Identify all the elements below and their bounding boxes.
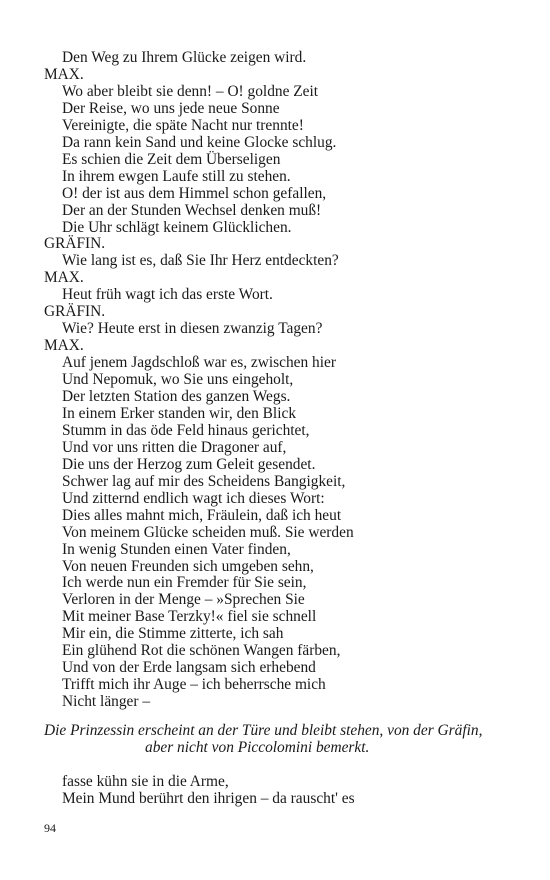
verse-line: Nicht länger – <box>62 693 151 711</box>
verse-line: Wo aber bleibt sie denn! – O! goldne Zeit <box>62 82 319 100</box>
verse-line: Und von der Erde langsam sich erhebend <box>62 659 316 677</box>
verse-line: Der Reise, wo uns jede neue Sonne <box>62 99 280 117</box>
verse-line: Verloren in der Menge – »Sprechen Sie <box>62 591 305 609</box>
verse-line: Mir ein, die Stimme zitterte, ich sah <box>62 625 284 643</box>
verse-line: O! der ist aus dem Himmel schon gefallen, <box>62 184 327 202</box>
speaker-name: MAX. <box>44 337 84 355</box>
verse-line: Wie? Heute erst in diesen zwanzig Tagen? <box>62 320 323 338</box>
verse-line: Trifft mich ihr Auge – ich beherrsche mich <box>62 676 326 694</box>
verse-line: Stumm in das öde Feld hinaus gerichtet, <box>62 421 310 439</box>
verse-line: Vereinigte, die späte Nacht nur trennte! <box>62 116 304 134</box>
verse-line: Von neuen Freunden sich umgeben sehn, <box>62 557 314 575</box>
verse-line: Wie lang ist es, daß Sie Ihr Herz entdeckten? <box>62 252 339 270</box>
verse-line: fasse kühn sie in die Arme, <box>62 773 229 790</box>
verse-line: In wenig Stunden einen Vater finden, <box>62 540 291 558</box>
verse-line: Heut früh wagt ich das erste Wort. <box>62 286 273 304</box>
verse-line: Und zitternd endlich wagt ich dieses Wort: <box>62 489 325 507</box>
verse-line: Und vor uns ritten die Dragoner auf, <box>62 438 287 456</box>
verse-line: Mein Mund berührt den ihrigen – da rauscht' es <box>62 790 355 807</box>
verse-line: Auf jenem Jagdschloß war es, zwischen hier <box>62 354 336 372</box>
verse-line: Ein glühend Rot die schönen Wangen färben, <box>62 642 341 660</box>
speaker-name: GRÄFIN. <box>44 235 106 253</box>
stage-direction-line: aber nicht von Piccolomini bemerkt. <box>145 739 370 756</box>
speaker-name: GRÄFIN. <box>44 303 106 321</box>
verse-line: Mit meiner Base Terzky!« fiel sie schnell <box>62 608 317 626</box>
verse-line: Ich werde nun ein Fremder für Sie sein, <box>62 574 307 592</box>
verse-line: In ihrem ewgen Laufe still zu stehen. <box>62 167 291 185</box>
verse-line: Von meinem Glücke scheiden muß. Sie werden <box>62 523 354 541</box>
stage-direction-line: Die Prinzessin erscheint an der Türe und bleibt stehen, von der Gräfin, <box>44 722 483 739</box>
verse-line: Der an der Stunden Wechsel denken muß! <box>62 201 322 219</box>
page-number: 94 <box>44 821 56 835</box>
verse-line: Es schien die Zeit dem Überseligen <box>62 150 281 168</box>
verse-line: Und Nepomuk, wo Sie uns eingeholt, <box>62 371 294 389</box>
verse-line: Die uns der Herzog zum Geleit gesendet. <box>62 455 316 473</box>
verse-line: Der letzten Station des ganzen Wegs. <box>62 388 291 405</box>
verse-line: Schwer lag auf mir des Scheidens Bangigkeit, <box>62 472 346 490</box>
verse-line: In einem Erker standen wir, den Blick <box>62 404 297 422</box>
speaker-name: MAX. <box>44 269 84 287</box>
verse-line: Dies alles mahnt mich, Fräulein, daß ich heut <box>62 506 342 524</box>
verse-line: Die Uhr schlägt keinem Glücklichen. <box>62 218 292 236</box>
speaker-name: MAX. <box>44 65 84 83</box>
verse-line: Da rann kein Sand und keine Glocke schlug. <box>62 133 337 151</box>
verse-line: Den Weg zu Ihrem Glücke zeigen wird. <box>62 49 307 66</box>
